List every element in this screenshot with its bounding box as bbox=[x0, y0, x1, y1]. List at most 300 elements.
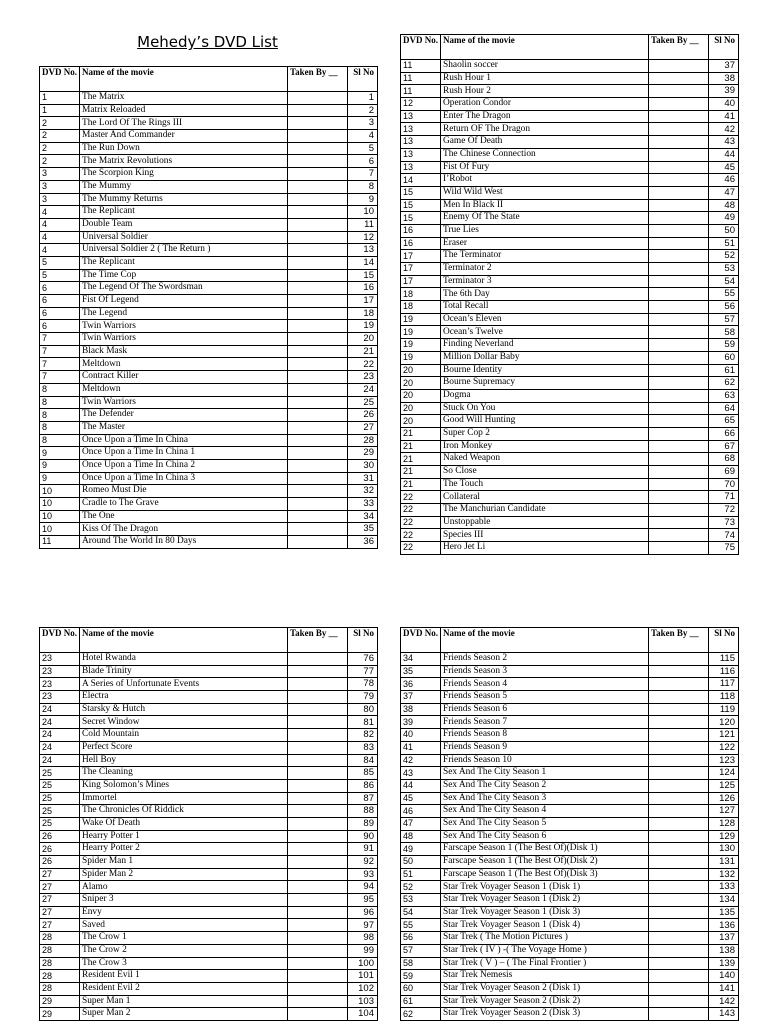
table-row bbox=[40, 485, 378, 498]
table-row bbox=[401, 250, 739, 263]
movie-name-cell: The One bbox=[80, 510, 288, 523]
dvd-no-cell: 15 bbox=[401, 186, 441, 199]
taken-by-cell bbox=[649, 123, 709, 136]
dvd-no-cell: 51 bbox=[401, 868, 441, 881]
serial-no-cell: 68 bbox=[709, 453, 739, 466]
taken-by-cell bbox=[649, 72, 709, 85]
serial-no-cell: 76 bbox=[348, 653, 378, 666]
table-row bbox=[40, 754, 378, 767]
taken-by-cell bbox=[649, 754, 709, 767]
dvd-no-cell: 3 bbox=[40, 193, 80, 206]
movie-name-cell: The Master bbox=[80, 421, 288, 434]
serial-no-cell: 30 bbox=[348, 459, 378, 472]
dvd-no-cell: 56 bbox=[401, 932, 441, 945]
movie-name-cell: The Mummy bbox=[80, 180, 288, 193]
movie-name-cell: The Chinese Connection bbox=[441, 148, 649, 161]
dvd-table-2 bbox=[400, 34, 739, 555]
serial-no-cell: 133 bbox=[709, 881, 739, 894]
table-row bbox=[40, 767, 378, 780]
taken-by-cell bbox=[649, 504, 709, 517]
movie-name-cell: The Replicant bbox=[80, 256, 288, 269]
serial-no-cell: 134 bbox=[709, 894, 739, 907]
table-row bbox=[40, 295, 378, 308]
serial-no-cell: 59 bbox=[709, 339, 739, 352]
table-row bbox=[40, 333, 378, 346]
taken-by-cell bbox=[649, 830, 709, 843]
table-row bbox=[401, 275, 739, 288]
movie-name-cell: Immortel bbox=[80, 792, 288, 805]
table-row bbox=[40, 155, 378, 168]
serial-no-cell: 116 bbox=[709, 665, 739, 678]
table-row bbox=[401, 453, 739, 466]
movie-name-cell: Operation Condor bbox=[441, 98, 649, 111]
serial-no-cell: 31 bbox=[348, 472, 378, 485]
movie-name-cell: Universal Soldier bbox=[80, 231, 288, 244]
table-row bbox=[401, 313, 739, 326]
taken-by-cell bbox=[649, 894, 709, 907]
taken-by-cell bbox=[649, 932, 709, 945]
movie-name-cell: Around The World In 80 Days bbox=[80, 536, 288, 549]
serial-no-cell: 23 bbox=[348, 371, 378, 384]
table-row bbox=[401, 504, 739, 517]
serial-no-cell: 5 bbox=[348, 142, 378, 155]
taken-by-cell bbox=[649, 275, 709, 288]
movie-name-cell: Friends Season 6 bbox=[441, 703, 649, 716]
movie-name-cell: Star Trek ( IV ) -( The Voyage Home ) bbox=[441, 944, 649, 957]
dvd-no-cell: 44 bbox=[401, 779, 441, 792]
taken-by-cell bbox=[288, 421, 348, 434]
serial-no-cell: 34 bbox=[348, 510, 378, 523]
movie-name-cell: Terminator 2 bbox=[441, 263, 649, 276]
dvd-no-cell: 10 bbox=[40, 485, 80, 498]
table-row bbox=[40, 269, 378, 282]
taken-by-cell bbox=[649, 174, 709, 187]
taken-by-cell bbox=[288, 269, 348, 282]
movie-name-cell: Twin Warriors bbox=[80, 396, 288, 409]
serial-no-cell: 140 bbox=[709, 970, 739, 983]
taken-by-cell bbox=[288, 371, 348, 384]
movie-name-header: Name of the movie bbox=[441, 35, 649, 60]
movie-name-cell: Sniper 3 bbox=[80, 894, 288, 907]
dvd-no-cell: 45 bbox=[401, 792, 441, 805]
dvd-no-cell: 38 bbox=[401, 703, 441, 716]
dvd-no-cell: 37 bbox=[401, 691, 441, 704]
taken-by-cell bbox=[288, 345, 348, 358]
dvd-no-cell: 26 bbox=[40, 830, 80, 843]
serial-no-cell: 6 bbox=[348, 155, 378, 168]
taken-by-cell bbox=[288, 779, 348, 792]
dvd-no-cell: 13 bbox=[401, 161, 441, 174]
taken-by-cell bbox=[649, 856, 709, 869]
table-row bbox=[40, 434, 378, 447]
taken-by-cell bbox=[288, 767, 348, 780]
table-row bbox=[401, 542, 739, 555]
table-row bbox=[40, 510, 378, 523]
serial-no-cell: 27 bbox=[348, 421, 378, 434]
serial-no-cell: 118 bbox=[709, 691, 739, 704]
table-row bbox=[401, 894, 739, 907]
taken-by-cell bbox=[288, 703, 348, 716]
taken-by-header: Taken By __ bbox=[288, 628, 348, 653]
taken-by-header: Taken By __ bbox=[649, 628, 709, 653]
table-row bbox=[40, 665, 378, 678]
serial-no-cell: 42 bbox=[709, 123, 739, 136]
table-row bbox=[40, 142, 378, 155]
movie-name-cell: Secret Window bbox=[80, 716, 288, 729]
taken-by-cell bbox=[649, 161, 709, 174]
movie-name-cell: The 6th Day bbox=[441, 288, 649, 301]
table-row bbox=[401, 186, 739, 199]
serial-no-cell: 142 bbox=[709, 995, 739, 1008]
taken-by-cell bbox=[288, 218, 348, 231]
dvd-no-cell: 16 bbox=[401, 237, 441, 250]
taken-by-cell bbox=[288, 130, 348, 143]
dvd-no-cell: 10 bbox=[40, 498, 80, 511]
serial-no-cell: 71 bbox=[709, 491, 739, 504]
table-row bbox=[40, 92, 378, 105]
movie-name-cell: Resident Evil 2 bbox=[80, 982, 288, 995]
serial-no-cell: 143 bbox=[709, 1008, 739, 1021]
table-row bbox=[40, 130, 378, 143]
taken-by-cell bbox=[288, 256, 348, 269]
dvd-no-cell: 26 bbox=[40, 843, 80, 856]
table-row bbox=[401, 843, 739, 856]
taken-by-cell bbox=[649, 351, 709, 364]
serial-no-cell: 85 bbox=[348, 767, 378, 780]
movie-name-cell: Star Trek ( The Motion Pictures ) bbox=[441, 932, 649, 945]
serial-no-cell: 80 bbox=[348, 703, 378, 716]
taken-by-cell bbox=[649, 691, 709, 704]
table-row bbox=[401, 491, 739, 504]
movie-name-cell: Collateral bbox=[441, 491, 649, 504]
dvd-no-cell: 9 bbox=[40, 472, 80, 485]
dvd-no-cell: 1 bbox=[40, 92, 80, 105]
movie-name-cell: Friends Season 10 bbox=[441, 754, 649, 767]
table-row bbox=[401, 224, 739, 237]
serial-no-cell: 121 bbox=[709, 729, 739, 742]
taken-by-cell bbox=[649, 716, 709, 729]
table-row bbox=[40, 371, 378, 384]
serial-no-header: Sl No bbox=[348, 628, 378, 653]
dvd-no-cell: 23 bbox=[40, 691, 80, 704]
taken-by-cell bbox=[649, 288, 709, 301]
movie-name-cell: Sex And The City Season 5 bbox=[441, 817, 649, 830]
movie-name-cell: Bourne Supremacy bbox=[441, 377, 649, 390]
dvd-no-cell: 18 bbox=[401, 288, 441, 301]
movie-name-cell: Kiss Of The Dragon bbox=[80, 523, 288, 536]
taken-by-cell bbox=[649, 237, 709, 250]
table-row bbox=[401, 817, 739, 830]
table-row bbox=[40, 244, 378, 257]
serial-no-cell: 44 bbox=[709, 148, 739, 161]
taken-by-cell bbox=[288, 472, 348, 485]
dvd-no-cell: 7 bbox=[40, 358, 80, 371]
table-row bbox=[401, 830, 739, 843]
serial-no-cell: 56 bbox=[709, 301, 739, 314]
dvd-no-cell: 50 bbox=[401, 856, 441, 869]
movie-name-cell: Total Recall bbox=[441, 301, 649, 314]
taken-by-cell bbox=[649, 491, 709, 504]
table-row bbox=[40, 995, 378, 1008]
serial-no-cell: 95 bbox=[348, 894, 378, 907]
movie-name-cell: Meltdown bbox=[80, 358, 288, 371]
table-row bbox=[40, 894, 378, 907]
table-row bbox=[40, 409, 378, 422]
movie-name-cell: Universal Soldier 2 ( The Return ) bbox=[80, 244, 288, 257]
table-row bbox=[40, 817, 378, 830]
movie-name-cell: Rush Hour 1 bbox=[441, 72, 649, 85]
page-title: Mehedy’s DVD List bbox=[137, 33, 278, 51]
serial-no-cell: 63 bbox=[709, 389, 739, 402]
movie-name-cell: Super Cop 2 bbox=[441, 427, 649, 440]
table-row bbox=[40, 843, 378, 856]
taken-by-cell bbox=[649, 98, 709, 111]
dvd-no-cell: 8 bbox=[40, 421, 80, 434]
table-row bbox=[401, 60, 739, 73]
dvd-no-cell: 27 bbox=[40, 894, 80, 907]
dvd-no-cell: 27 bbox=[40, 881, 80, 894]
movie-name-cell: Wake Of Death bbox=[80, 817, 288, 830]
table-row bbox=[401, 716, 739, 729]
serial-no-cell: 127 bbox=[709, 805, 739, 818]
dvd-no-cell: 25 bbox=[40, 805, 80, 818]
movie-name-cell: Once Upon a Time In China bbox=[80, 434, 288, 447]
table-row bbox=[401, 110, 739, 123]
movie-name-cell: Saved bbox=[80, 919, 288, 932]
movie-name-cell: Perfect Score bbox=[80, 741, 288, 754]
table-row bbox=[401, 339, 739, 352]
movie-name-cell: The Cleaning bbox=[80, 767, 288, 780]
dvd-no-cell: 18 bbox=[401, 301, 441, 314]
movie-name-cell: Sex And The City Season 1 bbox=[441, 767, 649, 780]
table-row bbox=[401, 402, 739, 415]
movie-name-cell: The Mummy Returns bbox=[80, 193, 288, 206]
movie-name-cell: Eraser bbox=[441, 237, 649, 250]
table-row bbox=[40, 218, 378, 231]
table-row bbox=[40, 868, 378, 881]
serial-no-cell: 25 bbox=[348, 396, 378, 409]
taken-by-cell bbox=[288, 168, 348, 181]
dvd-no-cell: 27 bbox=[40, 906, 80, 919]
movie-name-cell: Friends Season 8 bbox=[441, 729, 649, 742]
serial-no-cell: 135 bbox=[709, 906, 739, 919]
taken-by-cell bbox=[288, 678, 348, 691]
dvd-no-cell: 19 bbox=[401, 313, 441, 326]
dvd-no-cell: 47 bbox=[401, 817, 441, 830]
table-row bbox=[401, 729, 739, 742]
dvd-no-cell: 4 bbox=[40, 206, 80, 219]
movie-name-cell: The Legend Of The Swordsman bbox=[80, 282, 288, 295]
table-row bbox=[40, 653, 378, 666]
serial-no-cell: 32 bbox=[348, 485, 378, 498]
dvd-no-cell: 20 bbox=[401, 377, 441, 390]
movie-name-cell: King Solomon’s Mines bbox=[80, 779, 288, 792]
table-row bbox=[401, 301, 739, 314]
dvd-no-cell: 59 bbox=[401, 970, 441, 983]
taken-by-cell bbox=[288, 206, 348, 219]
dvd-no-cell: 6 bbox=[40, 307, 80, 320]
table-row bbox=[401, 174, 739, 187]
table-row bbox=[40, 856, 378, 869]
dvd-no-cell: 10 bbox=[40, 510, 80, 523]
serial-no-cell: 22 bbox=[348, 358, 378, 371]
dvd-no-cell: 17 bbox=[401, 250, 441, 263]
serial-no-cell: 84 bbox=[348, 754, 378, 767]
serial-no-cell: 115 bbox=[709, 653, 739, 666]
movie-name-cell: Once Upon a Time In China 1 bbox=[80, 447, 288, 460]
taken-by-cell bbox=[288, 409, 348, 422]
movie-name-cell: Fist Of Fury bbox=[441, 161, 649, 174]
movie-name-cell: The Crow 3 bbox=[80, 957, 288, 970]
taken-by-cell bbox=[649, 415, 709, 428]
movie-name-cell: Wild Wild West bbox=[441, 186, 649, 199]
dvd-no-cell: 14 bbox=[401, 174, 441, 187]
movie-name-cell: Friends Season 3 bbox=[441, 665, 649, 678]
taken-by-cell bbox=[288, 231, 348, 244]
taken-by-cell bbox=[288, 307, 348, 320]
taken-by-cell bbox=[649, 250, 709, 263]
serial-no-cell: 55 bbox=[709, 288, 739, 301]
serial-no-cell: 100 bbox=[348, 957, 378, 970]
taken-by-cell bbox=[288, 536, 348, 549]
taken-by-cell bbox=[288, 1008, 348, 1021]
serial-no-cell: 87 bbox=[348, 792, 378, 805]
taken-by-cell bbox=[288, 932, 348, 945]
serial-no-cell: 40 bbox=[709, 98, 739, 111]
table-row bbox=[401, 919, 739, 932]
dvd-no-cell: 54 bbox=[401, 906, 441, 919]
serial-no-cell: 138 bbox=[709, 944, 739, 957]
serial-no-cell: 129 bbox=[709, 830, 739, 843]
taken-by-cell bbox=[288, 919, 348, 932]
table-row bbox=[40, 358, 378, 371]
movie-name-cell: Master And Commander bbox=[80, 130, 288, 143]
dvd-no-cell: 25 bbox=[40, 767, 80, 780]
dvd-no-cell: 24 bbox=[40, 729, 80, 742]
taken-by-cell bbox=[288, 282, 348, 295]
taken-by-cell bbox=[288, 510, 348, 523]
serial-no-cell: 14 bbox=[348, 256, 378, 269]
serial-no-cell: 92 bbox=[348, 856, 378, 869]
dvd-no-cell: 13 bbox=[401, 123, 441, 136]
table-row bbox=[40, 881, 378, 894]
serial-no-cell: 94 bbox=[348, 881, 378, 894]
taken-by-cell bbox=[288, 653, 348, 666]
taken-by-cell bbox=[649, 542, 709, 555]
table-row bbox=[401, 957, 739, 970]
taken-by-cell bbox=[649, 805, 709, 818]
taken-by-cell bbox=[288, 485, 348, 498]
dvd-no-cell: 17 bbox=[401, 275, 441, 288]
movie-name-cell: Million Dollar Baby bbox=[441, 351, 649, 364]
movie-name-cell: Ocean’s Twelve bbox=[441, 326, 649, 339]
serial-no-cell: 13 bbox=[348, 244, 378, 257]
dvd-no-cell: 27 bbox=[40, 919, 80, 932]
serial-no-cell: 45 bbox=[709, 161, 739, 174]
table-row bbox=[40, 168, 378, 181]
serial-no-cell: 12 bbox=[348, 231, 378, 244]
taken-by-cell bbox=[649, 919, 709, 932]
serial-no-cell: 126 bbox=[709, 792, 739, 805]
table-row bbox=[401, 516, 739, 529]
movie-name-cell: Sex And The City Season 3 bbox=[441, 792, 649, 805]
dvd-no-cell: 52 bbox=[401, 881, 441, 894]
taken-by-cell bbox=[288, 665, 348, 678]
movie-name-cell: Hearry Potter 1 bbox=[80, 830, 288, 843]
taken-by-cell bbox=[649, 817, 709, 830]
table-row bbox=[40, 383, 378, 396]
dvd-no-cell: 49 bbox=[401, 843, 441, 856]
table-row bbox=[401, 881, 739, 894]
taken-by-cell bbox=[649, 85, 709, 98]
movie-name-cell: Unstoppable bbox=[441, 516, 649, 529]
serial-no-cell: 141 bbox=[709, 982, 739, 995]
taken-by-cell bbox=[288, 906, 348, 919]
serial-no-cell: 17 bbox=[348, 295, 378, 308]
movie-name-cell: Star Trek Voyager Season 2 (Disk 2) bbox=[441, 995, 649, 1008]
serial-no-cell: 83 bbox=[348, 741, 378, 754]
serial-no-cell: 49 bbox=[709, 212, 739, 225]
movie-name-cell: I’Robot bbox=[441, 174, 649, 187]
serial-no-cell: 86 bbox=[348, 779, 378, 792]
movie-name-cell: Farscape Season 1 (The Best Of)(Disk 1) bbox=[441, 843, 649, 856]
dvd-no-header: DVD No. bbox=[40, 628, 80, 653]
dvd-no-cell: 4 bbox=[40, 218, 80, 231]
movie-name-cell: The Chronicles Of Riddick bbox=[80, 805, 288, 818]
dvd-no-cell: 60 bbox=[401, 982, 441, 995]
serial-no-cell: 52 bbox=[709, 250, 739, 263]
table-row bbox=[401, 148, 739, 161]
taken-by-cell bbox=[649, 301, 709, 314]
table-row bbox=[401, 691, 739, 704]
dvd-no-cell: 21 bbox=[401, 478, 441, 491]
table-row bbox=[40, 498, 378, 511]
table-row bbox=[401, 466, 739, 479]
serial-no-cell: 2 bbox=[348, 104, 378, 117]
serial-no-cell: 47 bbox=[709, 186, 739, 199]
taken-by-cell bbox=[649, 741, 709, 754]
taken-by-cell bbox=[288, 244, 348, 257]
header-row bbox=[401, 628, 739, 653]
serial-no-cell: 128 bbox=[709, 817, 739, 830]
dvd-no-cell: 28 bbox=[40, 957, 80, 970]
dvd-no-cell: 41 bbox=[401, 741, 441, 754]
dvd-no-cell: 25 bbox=[40, 792, 80, 805]
movie-name-cell: Meltdown bbox=[80, 383, 288, 396]
taken-by-cell bbox=[288, 982, 348, 995]
taken-by-cell bbox=[288, 459, 348, 472]
taken-by-cell bbox=[288, 358, 348, 371]
dvd-no-cell: 13 bbox=[401, 110, 441, 123]
movie-name-cell: The Lord Of The Rings III bbox=[80, 117, 288, 130]
movie-name-cell: Star Trek Voyager Season 2 (Disk 1) bbox=[441, 982, 649, 995]
taken-by-cell bbox=[649, 186, 709, 199]
dvd-no-cell: 7 bbox=[40, 333, 80, 346]
taken-by-cell bbox=[649, 906, 709, 919]
serial-no-cell: 48 bbox=[709, 199, 739, 212]
table-row bbox=[401, 932, 739, 945]
taken-by-cell bbox=[288, 729, 348, 742]
taken-by-cell bbox=[288, 754, 348, 767]
dvd-no-cell: 29 bbox=[40, 1008, 80, 1021]
table-row bbox=[40, 459, 378, 472]
dvd-no-cell: 62 bbox=[401, 1008, 441, 1021]
table-row bbox=[40, 919, 378, 932]
taken-by-cell bbox=[288, 970, 348, 983]
serial-no-cell: 53 bbox=[709, 263, 739, 276]
movie-name-cell: Super Man 1 bbox=[80, 995, 288, 1008]
serial-no-cell: 10 bbox=[348, 206, 378, 219]
